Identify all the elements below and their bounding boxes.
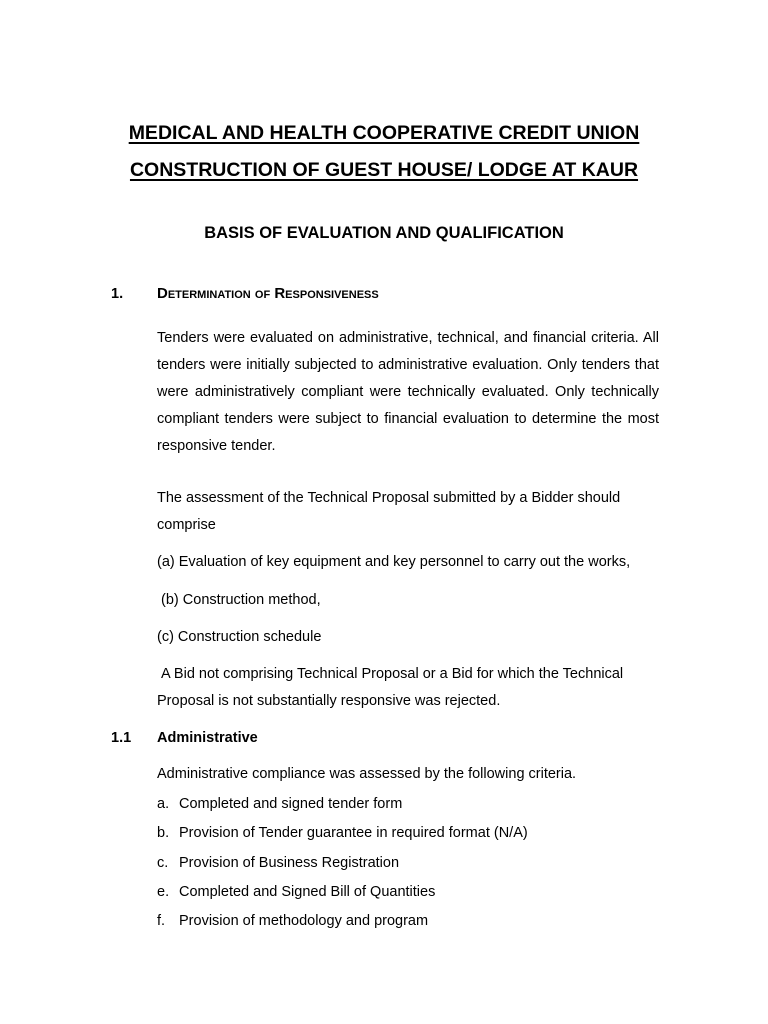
list-marker: e. — [157, 883, 170, 900]
document-subtitle: BASIS OF EVALUATION AND QUALIFICATION — [204, 224, 564, 242]
document-title-line-2: CONSTRUCTION OF GUEST HOUSE/ LODGE AT KAUR — [129, 159, 639, 181]
list-item-text: Provision of Business Registration — [179, 854, 400, 871]
document-title-line-1: MEDICAL AND HEALTH COOPERATIVE CREDIT UNION — [128, 122, 640, 144]
list-marker: c. — [157, 854, 169, 871]
list-item — [157, 823, 528, 852]
section-1-1-heading: Administrative — [157, 730, 258, 746]
section-1-heading: Determination of Responsiveness — [157, 285, 379, 302]
section-1-1-number: 1.1 — [111, 730, 132, 746]
administrative-criteria-list — [157, 794, 528, 940]
section-1-paragraph-3: A Bid not comprising Technical Proposal or a Bid for which the Technical Proposal is not substantially responsive was rejected. — [157, 666, 628, 709]
list-item — [157, 911, 528, 940]
criterion-b: (b) Construction method, — [157, 592, 321, 608]
list-item-text: Completed and Signed Bill of Quantities — [179, 883, 436, 900]
list-marker: b. — [157, 825, 170, 842]
criterion-a: (a) Evaluation of key equipment and key personnel to carry out the works, — [157, 554, 631, 570]
section-1-paragraph-2: The assessment of the Technical Proposal submitted by a Bidder should comprise — [157, 490, 621, 533]
section-1-1-intro: Administrative compliance was assessed by the following criteria. — [157, 766, 577, 782]
list-marker: a. — [157, 796, 170, 812]
section-1-paragraph-1: Tenders were evaluated on administrative, technical, and financial criteria. All tenders were initially subjected to administrative evaluation. Only tenders that were administratively compliant were technically evaluated. Only technically compliant tenders were subject to financial evaluation to determine the most responsive tender. — [157, 330, 659, 454]
section-1-number: 1. — [111, 286, 124, 302]
list-item-text: Provision of methodology and program — [179, 913, 429, 930]
list-marker: f. — [157, 913, 166, 930]
list-item — [157, 794, 528, 823]
list-item-text: Completed and signed tender form — [179, 796, 403, 812]
list-item-text: Provision of Tender guarantee in required format (N/A) — [179, 825, 528, 842]
list-item — [157, 853, 528, 882]
list-item — [157, 882, 528, 911]
criterion-c: (c) Construction schedule — [157, 629, 322, 645]
